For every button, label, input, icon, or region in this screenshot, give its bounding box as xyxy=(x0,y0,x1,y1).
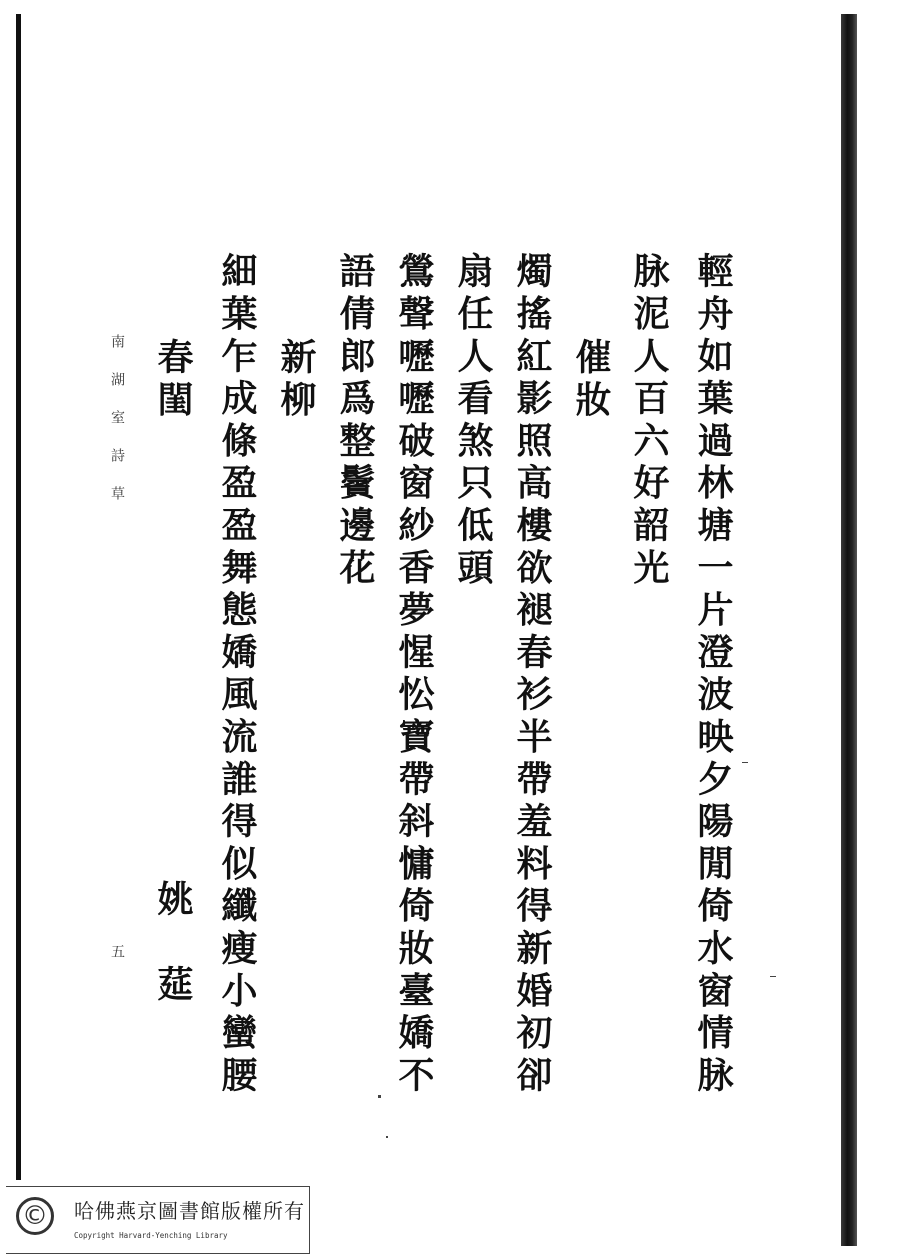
author-name: 姚 莚 xyxy=(152,880,194,1007)
poem-column-4: 扇任人看煞只低頭 xyxy=(452,252,494,591)
poem-title-cuizhuang: 催妝 xyxy=(570,338,612,423)
poem-column-6: 語倩郎爲整鬢邊花 xyxy=(334,252,376,591)
scan-speck xyxy=(378,1095,381,1098)
poem-title-xinliu: 新柳 xyxy=(275,338,317,423)
poem-column-5: 鶯聲嚦嚦破窗紗香夢惺忪寶帶斜慵倚妝臺嬌不 xyxy=(393,252,435,1098)
scan-speck xyxy=(386,1136,388,1138)
copyright-icon: © xyxy=(16,1197,54,1235)
scan-speck xyxy=(770,976,776,977)
left-border-rule xyxy=(16,14,21,1180)
scan-speck xyxy=(742,762,748,763)
copyright-line: Copyright Harvard-Yenching Library xyxy=(74,1231,228,1240)
page-number: 五 xyxy=(109,944,125,982)
poem-column-3: 燭搖紅影照高樓欲褪春衫半帶羞料得新婚初卻 xyxy=(511,252,553,1098)
library-name: 哈佛燕京圖書館版權所有 xyxy=(74,1199,305,1223)
copyright-stamp xyxy=(6,1186,310,1254)
right-border-rule xyxy=(841,14,857,1246)
book-title-margin: 南湖室詩草 xyxy=(109,334,125,524)
poem-column-2: 脉泥人百六好韶光 xyxy=(628,252,670,591)
poem-column-1: 輕舟如葉過林塘一片澄波映夕陽閒倚水窗情脉 xyxy=(692,252,734,1098)
poem-column-7: 細葉乍成條盈盈舞態嬌風流誰得似纖瘦小蠻腰 xyxy=(216,252,258,1098)
poem-title-chungui: 春閨 xyxy=(152,338,194,423)
